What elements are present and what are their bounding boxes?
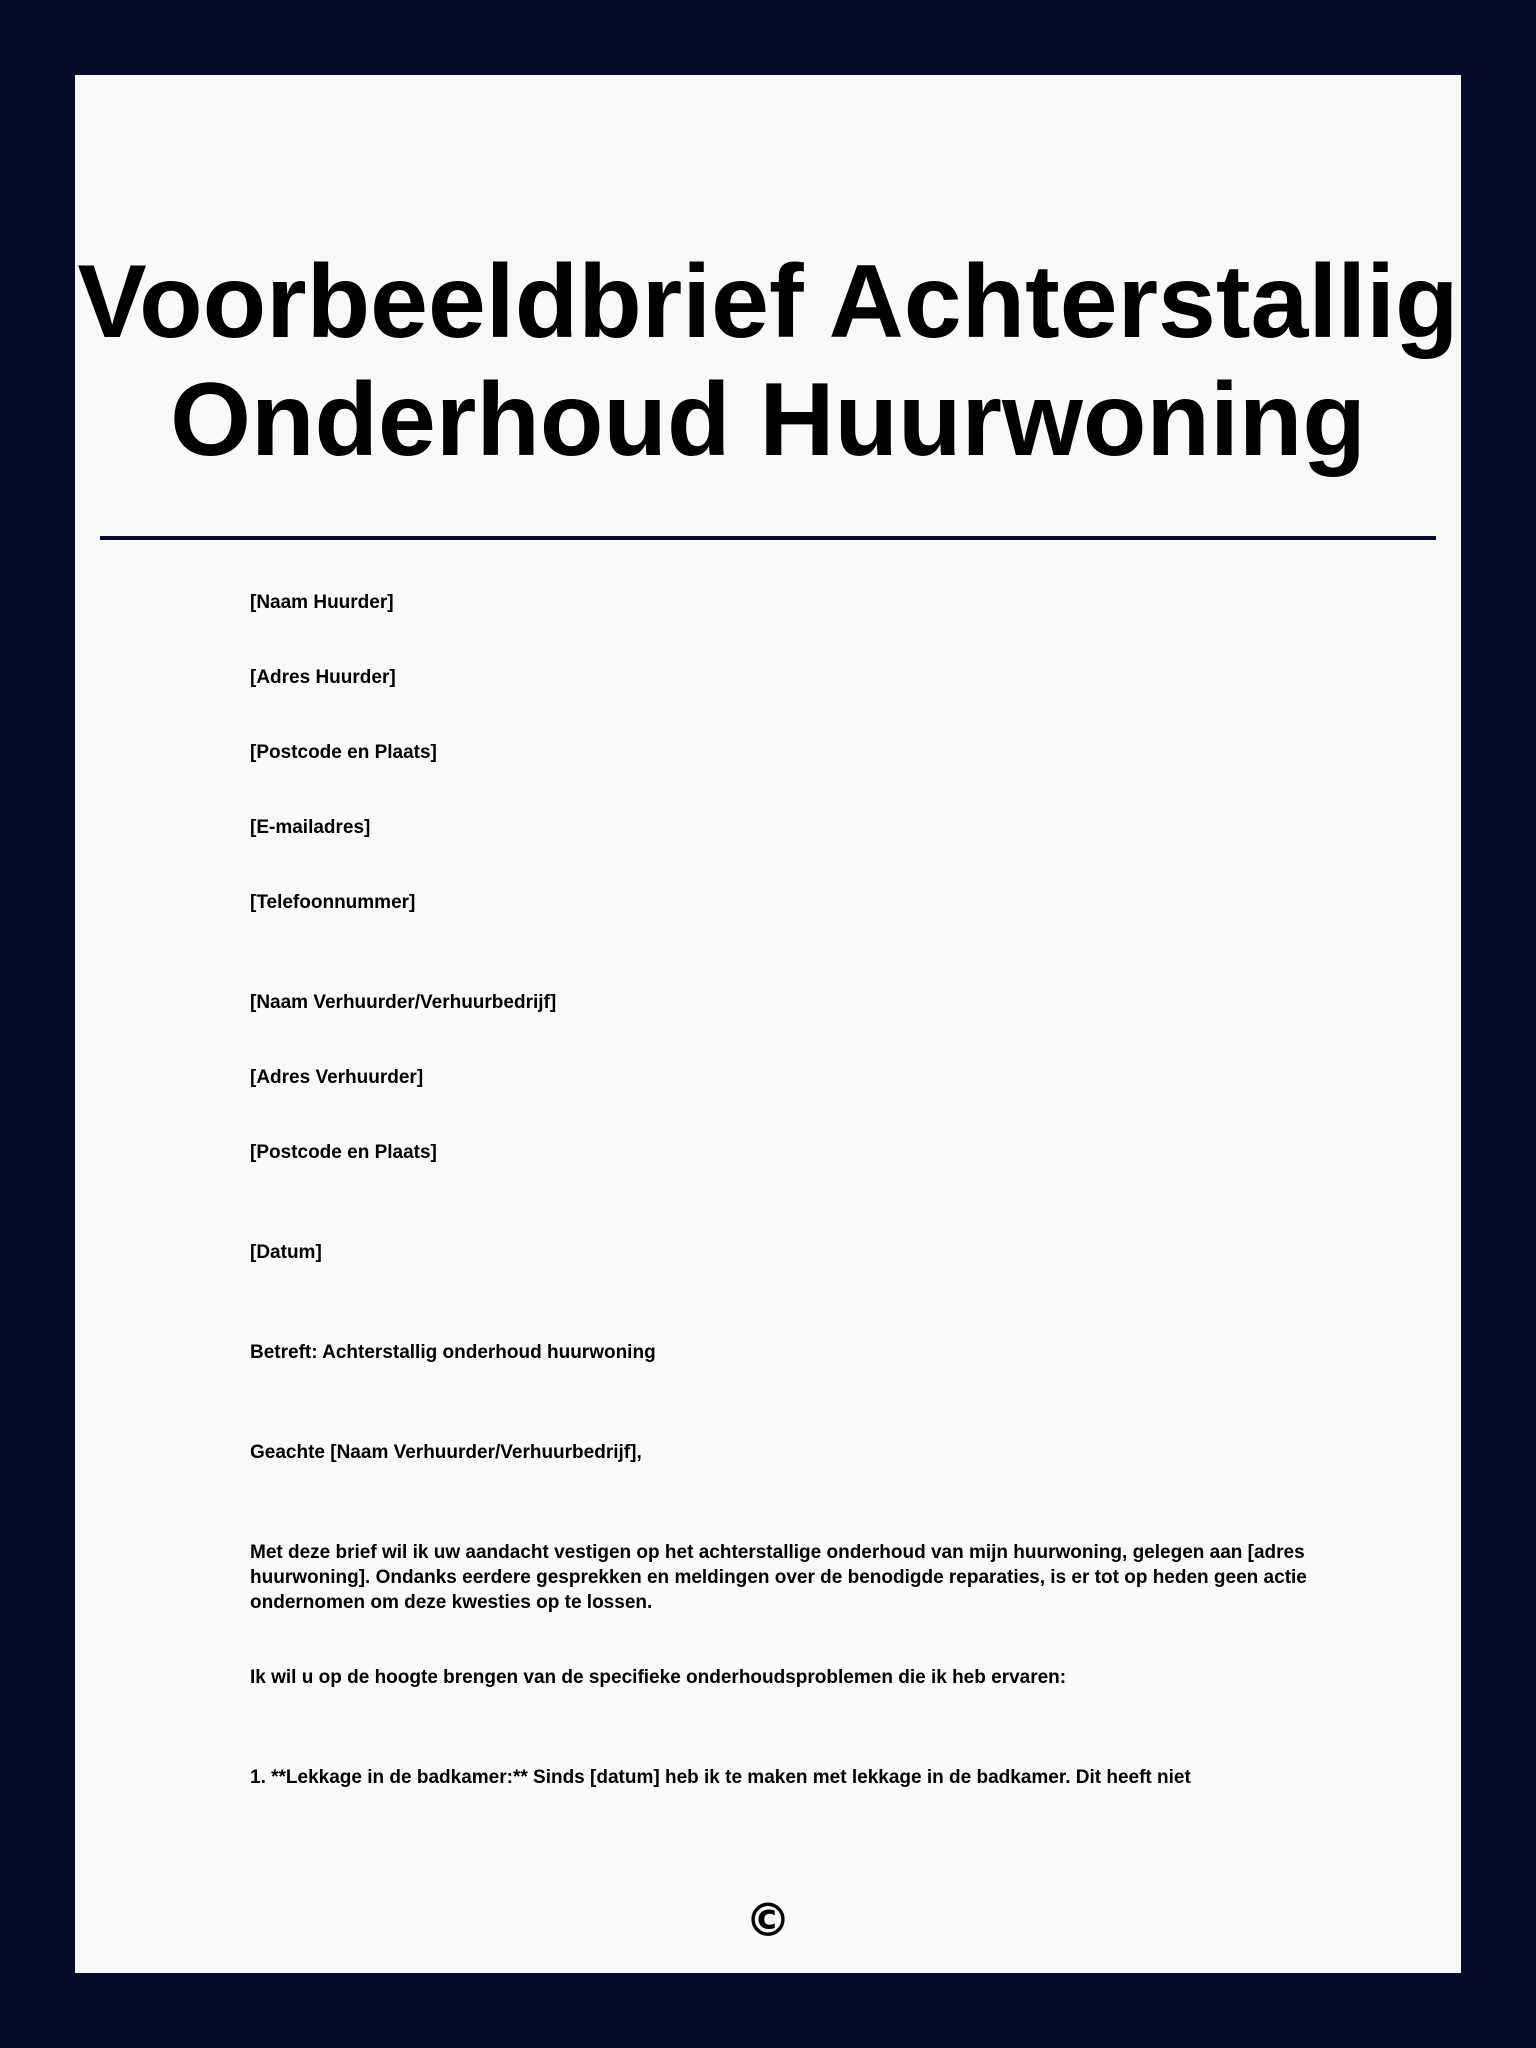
letter-paragraph: Met deze brief wil ik uw aandacht vestigen op het achterstallige onderhoud van mijn huurwoning, gelegen aan [adres huurwoning]. Ondanks eerdere gesprekken en meldingen over de benodigde reparaties, is er tot op heden geen actie ondernomen om deze kwesties op te lossen. bbox=[250, 1542, 1307, 1613]
document-page bbox=[75, 75, 1461, 1973]
title-divider bbox=[100, 536, 1436, 540]
sender-postcode-city: [Postcode en Plaats] bbox=[250, 742, 437, 763]
letter-salutation: Geachte [Naam Verhuurder/Verhuurbedrijf], bbox=[250, 1442, 642, 1463]
document-title: Voorbeeldbrief Achterstallig Onderhoud Huurwoning bbox=[77, 244, 1459, 478]
copyright-icon: © bbox=[745, 1893, 791, 1947]
recipient-name: [Naam Verhuurder/Verhuurbedrijf] bbox=[250, 992, 557, 1013]
letter-subject: Betreft: Achterstallig onderhoud huurwoning bbox=[250, 1342, 656, 1363]
sender-email: [E-mailadres] bbox=[250, 817, 371, 838]
sender-phone: [Telefoonnummer] bbox=[250, 892, 416, 913]
sender-name: [Naam Huurder] bbox=[250, 592, 394, 613]
recipient-postcode-city: [Postcode en Plaats] bbox=[250, 1142, 437, 1163]
letter-paragraph: Ik wil u op de hoogte brengen van de specifieke onderhoudsproblemen die ik heb ervaren: bbox=[250, 1667, 1067, 1688]
sender-address: [Adres Huurder] bbox=[250, 667, 396, 688]
recipient-address: [Adres Verhuurder] bbox=[250, 1067, 424, 1088]
letter-list-item: 1. **Lekkage in de badkamer:** Sinds [datum] heb ik te maken met lekkage in de badkamer. Dit heeft niet bbox=[250, 1767, 1191, 1788]
letter-date: [Datum] bbox=[250, 1242, 322, 1263]
